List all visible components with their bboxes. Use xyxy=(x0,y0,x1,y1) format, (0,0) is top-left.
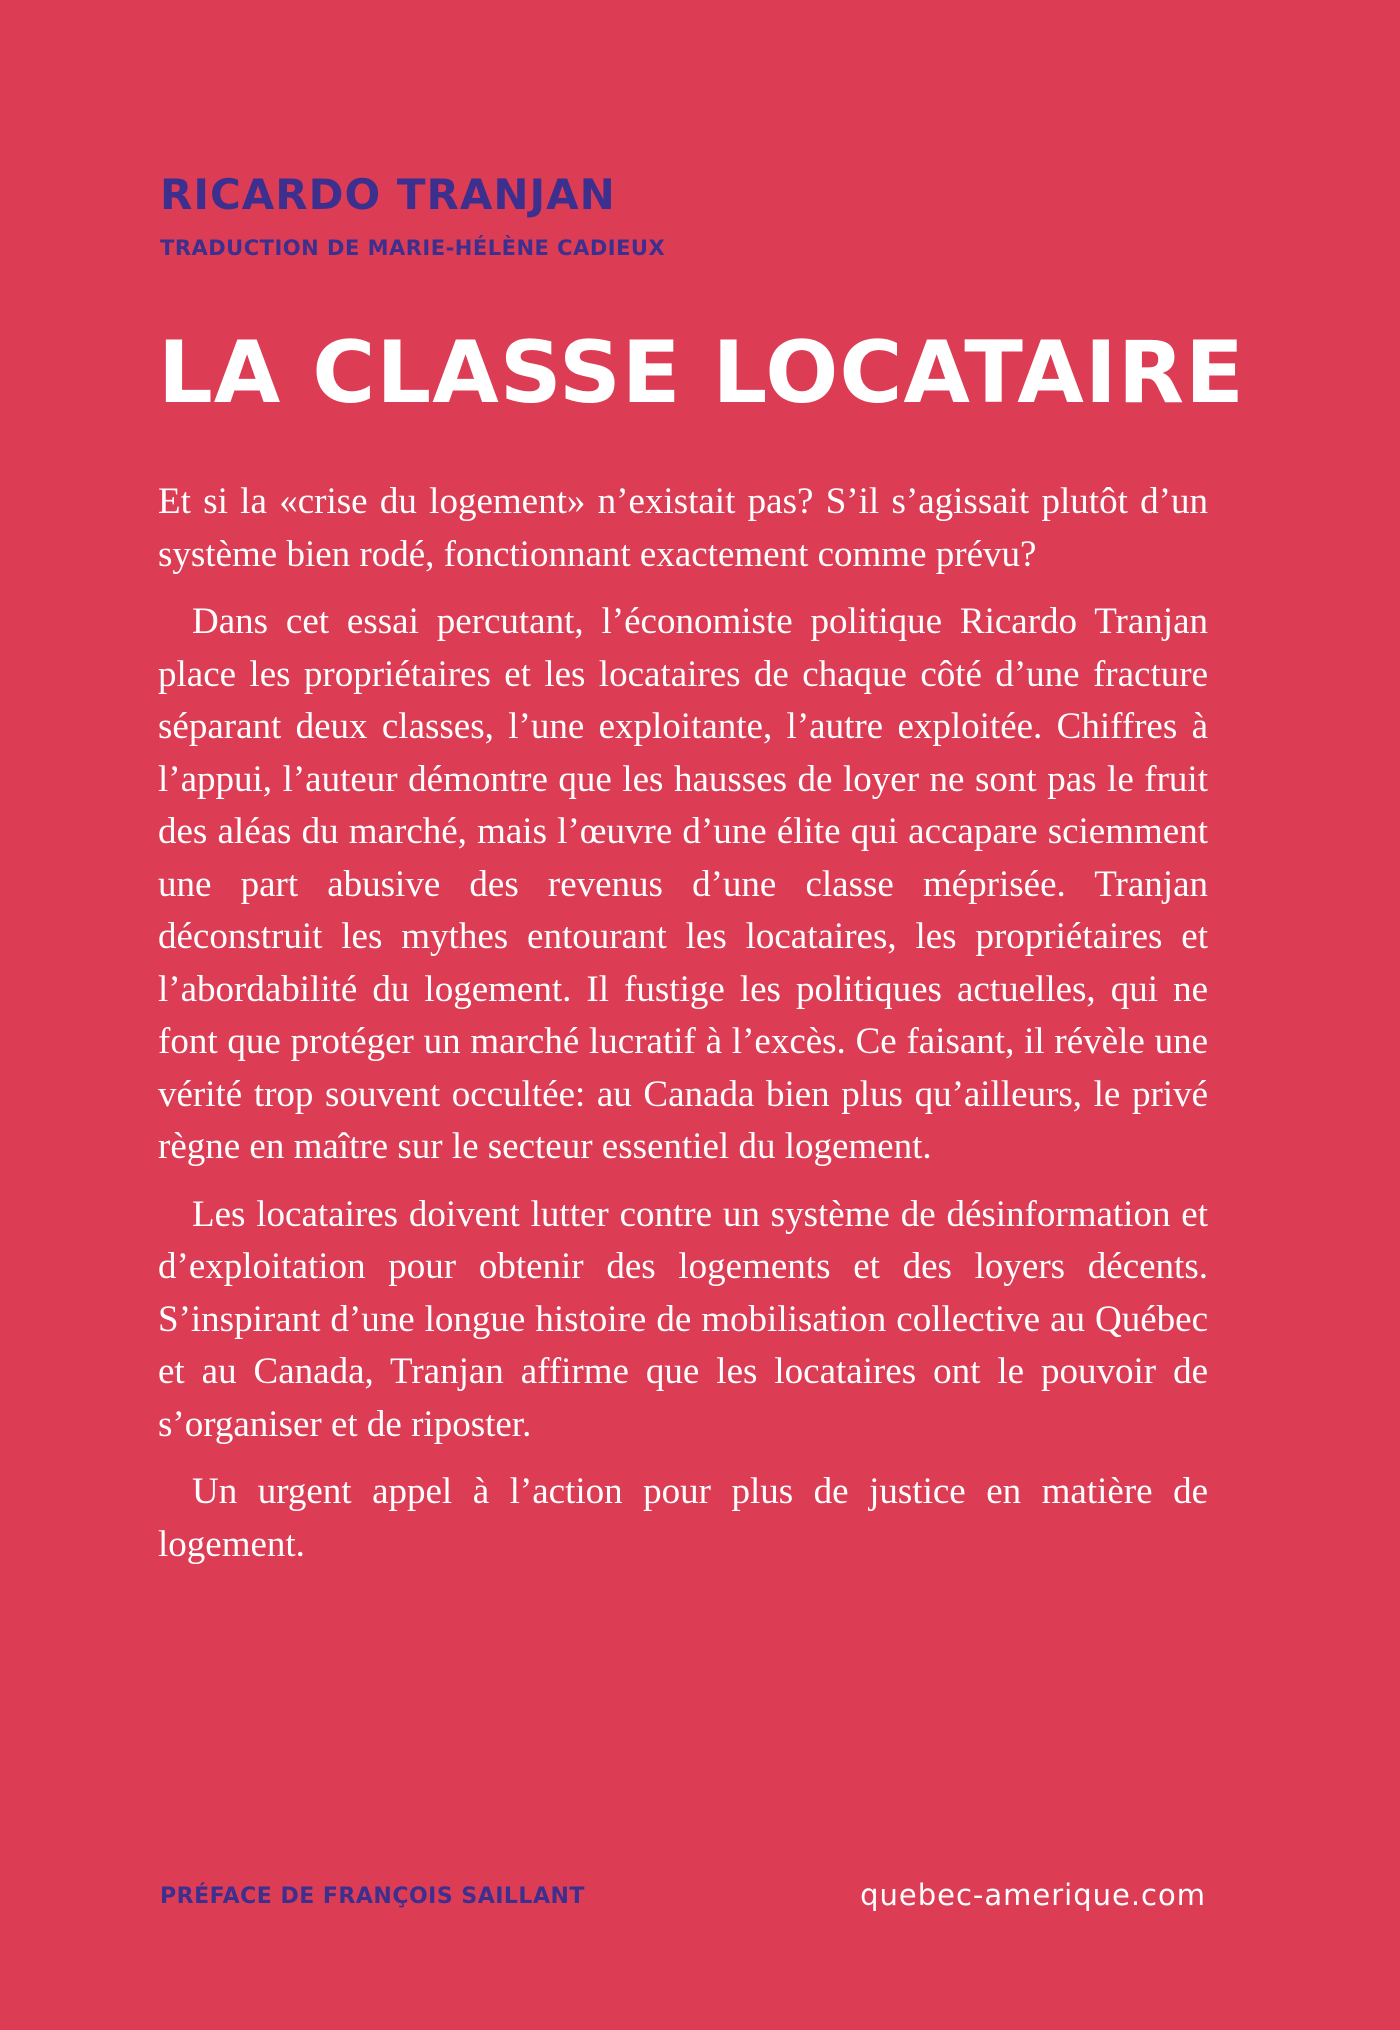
blurb-paragraph-4: Un urgent appel à l’action pour plus de justice en matière de logement. xyxy=(158,1471,1208,1565)
author-name: RICARDO TRANJAN xyxy=(160,170,616,219)
blurb-paragraph-3: Les locataires doivent lutter contre un système de désinformation et d’exploitation pour obtenir des logements et des loyers décents. S’inspirant d’une longue histoire de mobilisation collective au Québec et au Canada, Tranjan affirme que les locataires ont le pouvoir de s’organiser et de riposter. xyxy=(158,1193,1208,1445)
book-title: LA CLASSE LOCATAIRE xyxy=(158,323,1245,423)
blurb-text xyxy=(158,476,1208,1586)
blurb-paragraph-1: Et si la «crise du logement» n’existait pas? S’il s’agissait plutôt d’un système bien rodé, fonctionnant exactement comme prévu? xyxy=(158,481,1208,575)
translator-credit: TRADUCTION DE MARIE-HÉLÈNE CADIEUX xyxy=(160,236,666,260)
preface-credit: PRÉFACE DE FRANÇOIS SAILLANT xyxy=(160,1884,585,1909)
publisher-website: quebec-amerique.com xyxy=(860,1878,1206,1912)
blurb-paragraph-2: Dans cet essai percutant, l’économiste politique Ricardo Tranjan place les propriétaires et les locataires de chaque côté d’une fracture séparant deux classes, l’une exploitante, l’autre exploitée. Chiffres à l’appui, l’auteur démontre que les hausses de loyer ne sont pas le fruit des aléas du marché, mais l’œuvre d’une élite qui accapare sciemment une part abusive des revenus d’une classe méprisée. Tranjan déconstruit les mythes entourant les locataires, les propriétaires et l’abordabilité du logement. Il fustige les politiques actuelles, qui ne font que protéger un marché lucratif à l’excès. Ce faisant, il révèle une vérité trop souvent occultée: au Canada bien plus qu’ailleurs, le privé règne en maître sur le secteur essentiel du logement. xyxy=(158,601,1208,1167)
